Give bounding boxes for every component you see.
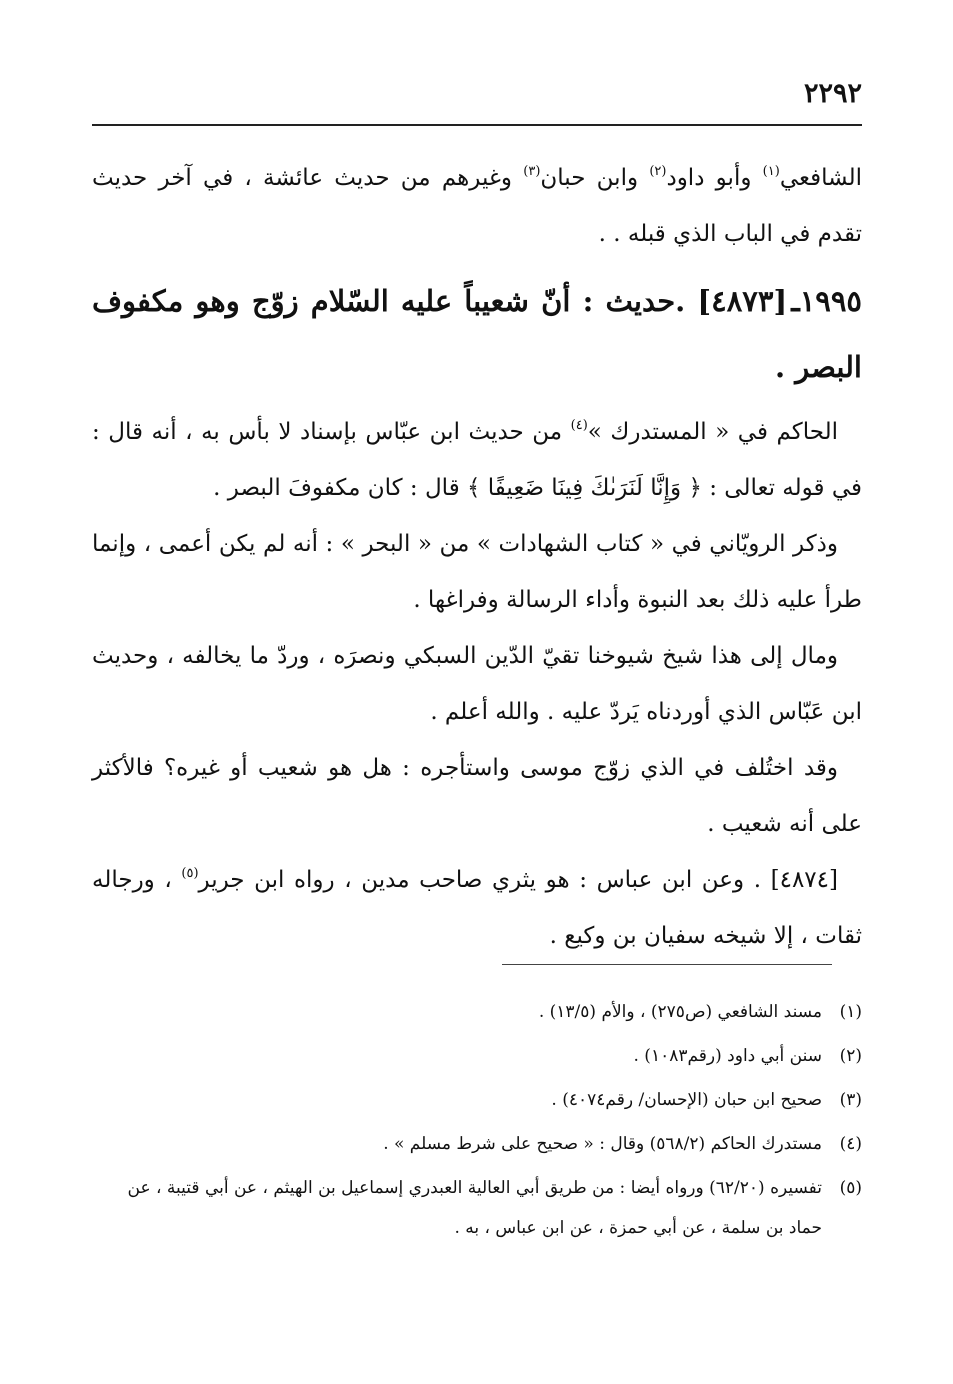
footnote-text: مستدرك الحاكم (٥٦٨/٢) وقال : « صحيح على شرط مسلم » .	[383, 1134, 822, 1154]
footnote-item	[92, 990, 862, 1034]
paragraph-ibn-abbas-a: [٤٨٧٤] . وعن ابن عباس : هو يثري صاحب مدين ، رواه ابن جرير	[198, 867, 838, 893]
footnotes	[92, 990, 862, 1248]
intro-paragraph	[92, 150, 862, 262]
hadith-title: .حديث : أنّ شعيباً عليه السّلام زوّج وهو مكفوف البصر .	[92, 284, 862, 384]
intro-text-1: الشافعي	[779, 165, 862, 191]
footnote-number: (٢)	[839, 1046, 862, 1066]
quran-verse: ﴿ وَإِنَّا لَنَرَىٰكَ فِينَا ضَعِيفًا ﴾	[467, 475, 702, 501]
footnote-number: (١)	[839, 1002, 862, 1022]
footnote-ref-3: (٣)	[523, 164, 541, 179]
hadith-number: ١٩٩٥ـ	[791, 284, 862, 318]
footnote-item	[92, 1166, 862, 1248]
paragraph-hakim-a: الحاكم في « المستدرك »	[587, 419, 838, 445]
hadith-ref: [٤٨٧٣]	[697, 284, 788, 318]
footnote-text: مسند الشافعي (ص٢٧٥) ، والأم (١٣/٥) .	[538, 1002, 822, 1022]
intro-text-4: وغيرهم من حديث عائشة ، في آخر حديث تقدم في الباب الذي قبله . .	[92, 165, 862, 247]
paragraph-disagreement: وقد اختُلف في الذي زوّج موسى واستأجره : هل هو شعيب أو غيره؟ فالأكثر على أنه شعيب .	[92, 755, 862, 837]
intro-text-2: وأبو داود	[666, 165, 763, 191]
paragraph-ruyani: وذكر الرويّاني في « كتاب الشهادات » من « البحر » : أنه لم يكن أعمى ، وإنما طرأ عليه ذلك بعد النبوة وأداء الرسالة وفراغها .	[92, 531, 862, 613]
footnote-separator	[502, 964, 832, 965]
footnote-ref-1: (١)	[762, 164, 780, 179]
main-text	[92, 150, 862, 964]
footnote-item	[92, 1122, 862, 1166]
book-page	[92, 0, 862, 1384]
footnote-number: (٤)	[839, 1134, 862, 1154]
footnote-ref-5: (٥)	[181, 866, 199, 881]
footnote-ref-2: (٢)	[649, 164, 667, 179]
footnote-item	[92, 1034, 862, 1078]
paragraph-ibn-abbas	[92, 852, 862, 964]
footnote-text: صحيح ابن حبان (الإحسان/ رقم٤٠٧٤) .	[551, 1090, 822, 1110]
page-number: ٢٢٩٢	[803, 78, 862, 109]
paragraph-subki: ومال إلى هذا شيخ شيوخنا تقيّ الدّين السبكي ونصرَه ، وردّ ما يخالفه ، وحديث ابن عَبّاس الذي أوردناه يَردّ عليه . والله أعلم .	[92, 643, 862, 725]
hadith-heading	[92, 268, 862, 400]
footnote-text: تفسيره (٦٢/٢٠) ورواه أيضا : من طريق أبي العالية العبدري إسماعيل بن الهيثم ، عن أبي قتيبة ، عن حماد بن سلمة ، عن أبي حمزة ، عن ابن عباس ، به .	[127, 1178, 822, 1238]
intro-text-3: وابن حبان	[540, 165, 650, 191]
footnote-ref-4: (٤)	[570, 418, 588, 433]
footnote-item	[92, 1078, 862, 1122]
footnote-text: سنن أبي داود (رقم١٠٨٣) .	[633, 1046, 822, 1066]
paragraph-hakim-b: من حديث ابن عبّاس بإسناد لا بأس به ، أنه قال : في قوله تعالى :	[92, 419, 862, 501]
footnote-number: (٣)	[839, 1090, 862, 1110]
header-rule	[92, 124, 862, 126]
paragraph-hakim	[92, 404, 862, 516]
paragraph-ibn-abbas-b: ، ورجاله ثقات ، إلا شيخه سفيان بن وكيع .	[92, 867, 862, 949]
paragraph-hakim-c: قال : كان مكفوفَ البصر .	[213, 475, 467, 501]
footnote-number: (٥)	[839, 1178, 862, 1198]
